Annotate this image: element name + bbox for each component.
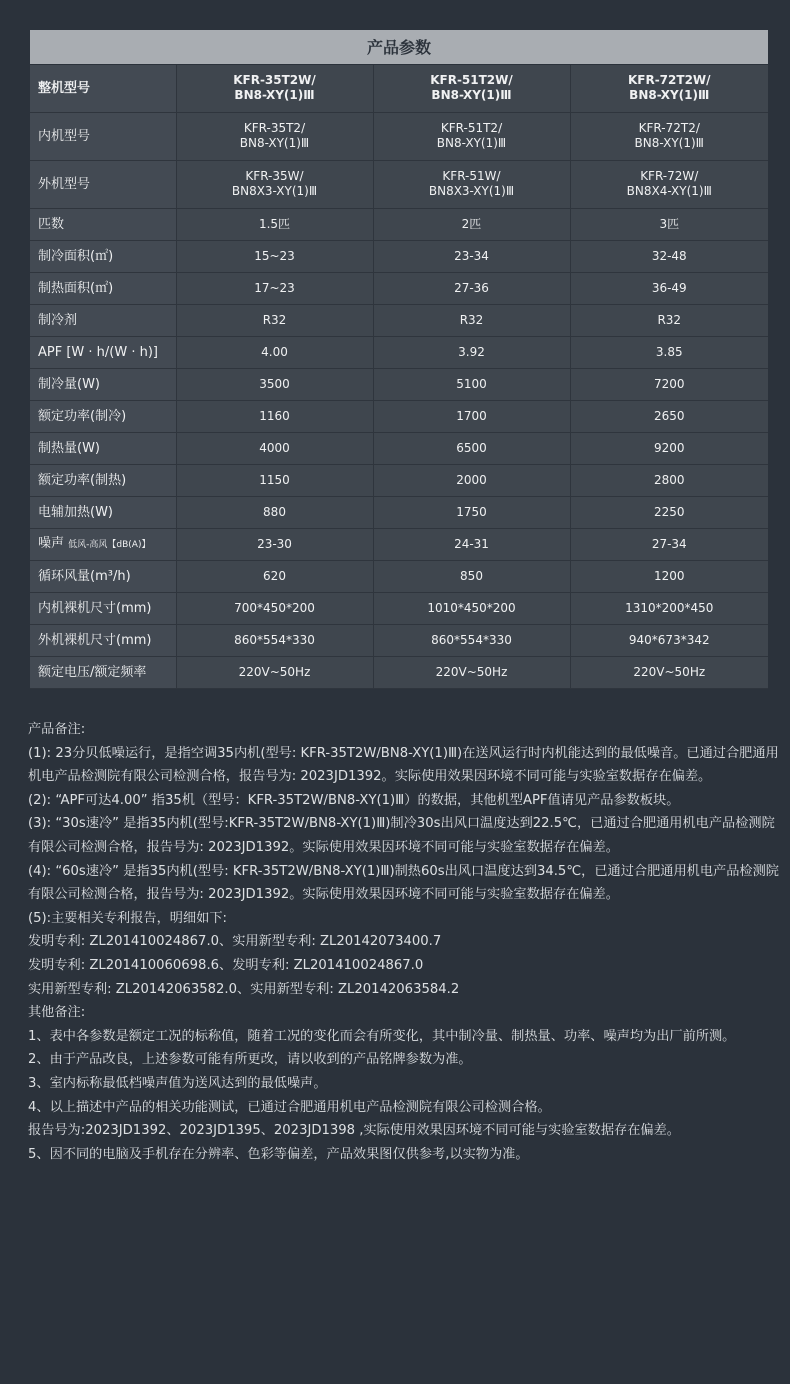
product-parameters-table	[30, 30, 768, 689]
row-label: 额定功率(制热)	[30, 464, 176, 496]
table-row	[30, 336, 768, 368]
row-label: 噪声 低风-高风【dB(A)】	[30, 528, 176, 560]
row-label: 电辅加热(W)	[30, 496, 176, 528]
table-cell: 850	[373, 560, 570, 592]
table-cell: 9200	[570, 432, 768, 464]
table-cell: 6500	[373, 432, 570, 464]
table-cell: 2000	[373, 464, 570, 496]
note-line: 4、以上描述中产品的相关功能测试，已通过合肥通用机电产品检测院有限公司检测合格。	[28, 1099, 551, 1115]
note-line: 2、由于产品改良，上述参数可能有所更改，请以收到的产品铭牌参数为准。	[28, 1052, 472, 1068]
table-cell: 23-30	[176, 528, 373, 560]
table-cell: 32-48	[570, 240, 768, 272]
table-cell: 4000	[176, 432, 373, 464]
table-row	[30, 240, 768, 272]
row-label: 额定电压/额定频率	[30, 656, 176, 688]
table-row	[30, 592, 768, 624]
table-cell: 1200	[570, 560, 768, 592]
table-cell: KFR-51T2/ BN8-XY(1)Ⅲ	[373, 112, 570, 160]
table-cell: KFR-35T2/ BN8-XY(1)Ⅲ	[176, 112, 373, 160]
table-cell: 23-34	[373, 240, 570, 272]
table-cell: 3.92	[373, 336, 570, 368]
row-label: 匹数	[30, 208, 176, 240]
table-cell: 220V~50Hz	[373, 656, 570, 688]
table-cell: R32	[176, 304, 373, 336]
table-cell: KFR-51W/ BN8X3-XY(1)Ⅲ	[373, 160, 570, 208]
note-line: 其他备注:	[28, 1005, 86, 1021]
table-title: 产品参数	[30, 30, 768, 64]
table-cell: R32	[570, 304, 768, 336]
row-label: 额定功率(制冷)	[30, 400, 176, 432]
row-label: 整机型号	[30, 64, 176, 112]
row-label: 制热量(W)	[30, 432, 176, 464]
table-cell: 620	[176, 560, 373, 592]
table-cell: 860*554*330	[176, 624, 373, 656]
row-label: APF [W · h/(W · h)]	[30, 336, 176, 368]
table-row	[30, 400, 768, 432]
table-cell: 5100	[373, 368, 570, 400]
row-label-sub: 低风-高风【dB(A)】	[68, 539, 151, 550]
table-cell: KFR-72T2W/ BN8-XY(1)Ⅲ	[570, 64, 768, 112]
table-cell: 700*450*200	[176, 592, 373, 624]
table-cell: 2800	[570, 464, 768, 496]
row-label: 制热面积(㎡)	[30, 272, 176, 304]
table-cell: 860*554*330	[373, 624, 570, 656]
table-cell: 2650	[570, 400, 768, 432]
table-row	[30, 160, 768, 208]
table-row	[30, 464, 768, 496]
table-cell: 2匹	[373, 208, 570, 240]
table-cell: KFR-72T2/ BN8-XY(1)Ⅲ	[570, 112, 768, 160]
table-row	[30, 208, 768, 240]
table-cell: 940*673*342	[570, 624, 768, 656]
table-cell: KFR-35W/ BN8X3-XY(1)Ⅲ	[176, 160, 373, 208]
table-cell: 7200	[570, 368, 768, 400]
table-cell: 220V~50Hz	[176, 656, 373, 688]
row-label: 制冷面积(㎡)	[30, 240, 176, 272]
row-label: 循环风量(m³/h)	[30, 560, 176, 592]
table-cell: 4.00	[176, 336, 373, 368]
table-cell: 1010*450*200	[373, 592, 570, 624]
table-cell: 36-49	[570, 272, 768, 304]
table-row	[30, 528, 768, 560]
table-row	[30, 560, 768, 592]
table-row	[30, 624, 768, 656]
row-label: 内机型号	[30, 112, 176, 160]
table-row	[30, 272, 768, 304]
row-label: 制冷剂	[30, 304, 176, 336]
table-row	[30, 496, 768, 528]
table-cell: R32	[373, 304, 570, 336]
note-line: 产品备注:	[28, 722, 86, 737]
row-label: 外机型号	[30, 160, 176, 208]
table-cell: 1.5匹	[176, 208, 373, 240]
table-cell: 1700	[373, 400, 570, 432]
row-label: 内机裸机尺寸(mm)	[30, 592, 176, 624]
note-line: 实用新型专利: ZL20142063582.0、实用新型专利: ZL20142063584.2	[28, 981, 460, 997]
table-row	[30, 64, 768, 112]
table-cell: 1160	[176, 400, 373, 432]
table-row	[30, 304, 768, 336]
table-cell: KFR-51T2W/ BN8-XY(1)Ⅲ	[373, 64, 570, 112]
note-line: 报告号为:2023JD1392、2023JD1395、2023JD1398 ,实际使用效果因环境不同可能与实验室数据存在偏差。	[28, 1123, 680, 1139]
note-line: 发明专利: ZL201410024867.0、实用新型专利: ZL20142073400.7	[28, 934, 442, 950]
table-cell: 1750	[373, 496, 570, 528]
table-cell: 27-36	[373, 272, 570, 304]
note-line: (5):主要相关专利报告，明细如下:	[28, 910, 228, 926]
table-cell: 24-31	[373, 528, 570, 560]
note-line: 1、表中各参数是额定工况的标称值，随着工况的变化而会有所变化，其中制冷量、制热量、功率、噪声均为出厂前所测。	[28, 1028, 736, 1044]
note-line: (4): “60s速冷” 是指35内机(型号: KFR-35T2W/BN8-XY(1)Ⅲ)制热60s出风口温度达到34.5℃，已通过合肥通用机电产品检测院有限公司检测合格，报告号为: 2023JD1392。实际使用效果因环境不同可能与实验室数据存在偏差。	[28, 863, 779, 903]
note-line: (1): 23分贝低噪运行，是指空调35内机(型号: KFR-35T2W/BN8-XY(1)Ⅲ)在送风运行时内机能达到的最低噪音。已通过合肥通用机电产品检测院有限公司检测合格，报告号为: 2023JD1392。实际使用效果因环境不同可能与实验室数据存在偏差。	[28, 745, 779, 785]
table-cell: 15~23	[176, 240, 373, 272]
product-notes	[28, 718, 780, 1166]
row-label: 外机裸机尺寸(mm)	[30, 624, 176, 656]
table-row	[30, 112, 768, 160]
note-line: (2): “APF可达4.00” 指35机（型号：KFR-35T2W/BN8-XY(1)Ⅲ）的数据，其他机型APF值请见产品参数板块。	[28, 792, 680, 808]
table-row	[30, 656, 768, 688]
note-line: 3、室内标称最低档噪声值为送风达到的最低噪声。	[28, 1075, 327, 1091]
note-line: 5、因不同的电脑及手机存在分辨率、色彩等偏差，产品效果图仅供参考,以实物为准。	[28, 1146, 529, 1162]
table-cell: 17~23	[176, 272, 373, 304]
note-line: (3): “30s速冷” 是指35内机(型号:KFR-35T2W/BN8-XY(1)Ⅲ)制冷30s出风口温度达到22.5℃，已通过合肥通用机电产品检测院有限公司检测合格，报告号为: 2023JD1392。实际使用效果因环境不同可能与实验室数据存在偏差。	[28, 816, 775, 855]
table-cell: 2250	[570, 496, 768, 528]
table-cell: 3500	[176, 368, 373, 400]
table-cell: 1150	[176, 464, 373, 496]
table-row	[30, 432, 768, 464]
table-cell: 1310*200*450	[570, 592, 768, 624]
table-row	[30, 368, 768, 400]
note-line: 发明专利: ZL201410060698.6、发明专利: ZL201410024867.0	[28, 957, 424, 973]
table-cell: 220V~50Hz	[570, 656, 768, 688]
table-cell: KFR-35T2W/ BN8-XY(1)Ⅲ	[176, 64, 373, 112]
table-cell: 3.85	[570, 336, 768, 368]
table-cell: KFR-72W/ BN8X4-XY(1)Ⅲ	[570, 160, 768, 208]
row-label: 制冷量(W)	[30, 368, 176, 400]
table-cell: 27-34	[570, 528, 768, 560]
table-cell: 880	[176, 496, 373, 528]
table-cell: 3匹	[570, 208, 768, 240]
